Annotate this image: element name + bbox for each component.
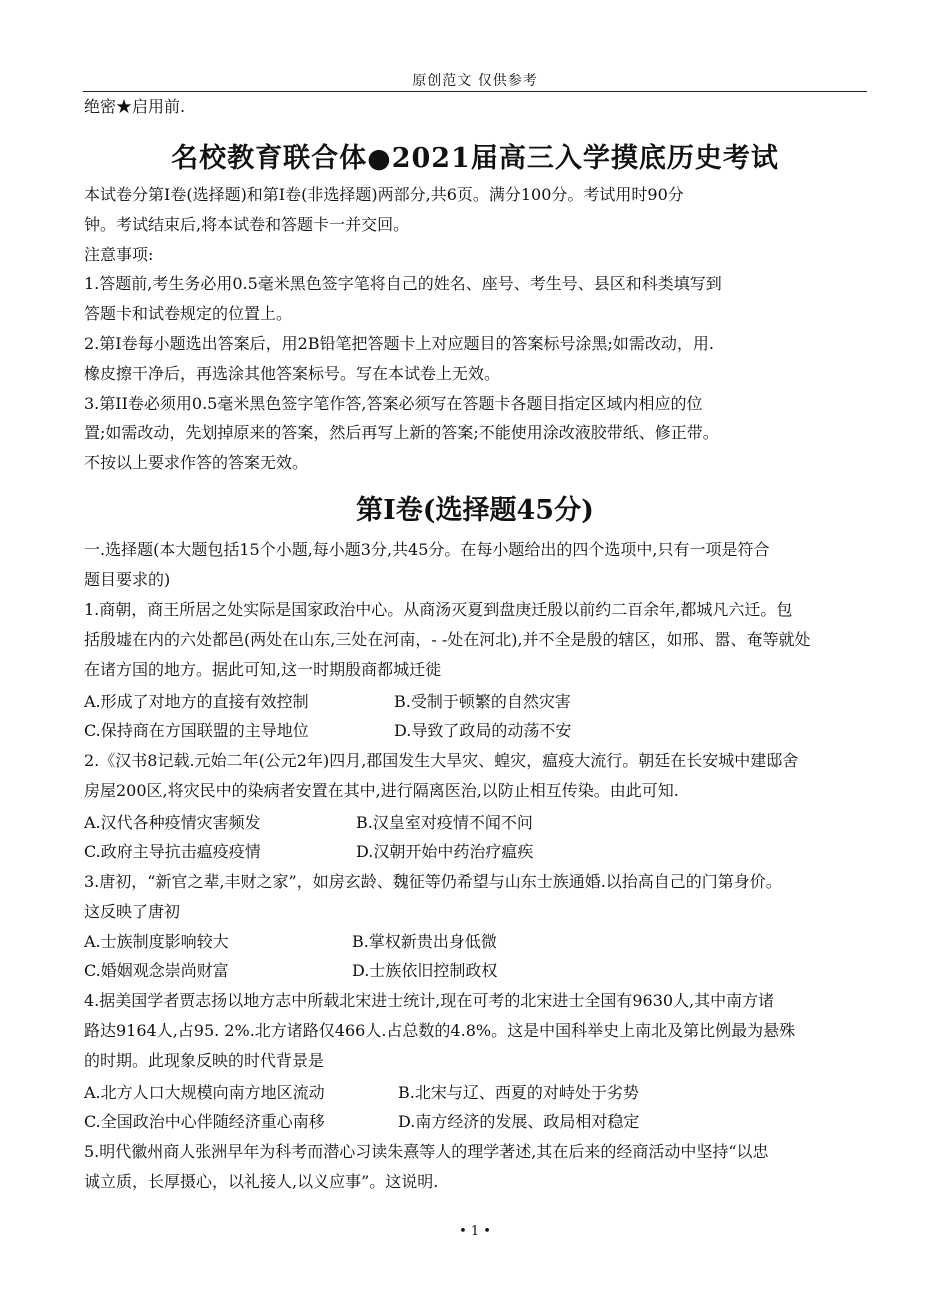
page-header: 原创范文 仅供参考: [412, 73, 538, 89]
question-1-option-a: A.形成了对地方的直接有效控制: [84, 692, 309, 711]
section-title: 第I卷(选择题45分): [356, 495, 594, 526]
section-intro-line: 一.选择题(本大题包括15个小题,每小题3分,共45分。在每小题给出的四个选项中,只有一项是符合: [84, 540, 770, 559]
confidential-mark: 绝密★启用前.: [84, 97, 186, 116]
question-5-line: 5.明代徽州商人张洲早年为科考而潜心习读朱熹等人的理学著述,其在后来的经商活动中坚持“以忠: [84, 1142, 769, 1161]
note-line: 置;如需改动，先划掉原来的答案，然后再写上新的答案;不能使用涂改液胶带纸、修正带。: [84, 423, 719, 442]
question-2-line: 房屋200区,将灾民中的染病者安置在其中,进行隔离医治,以防止相互传染。由此可知.: [84, 781, 679, 800]
question-1-line: 在诸方国的地方。据此可知,这一时期殷商都城迁徙: [84, 660, 442, 679]
question-4-option-d: D.南方经济的发展、政局相对稳定: [398, 1112, 640, 1131]
question-4-option-b: B.北宋与辽、西夏的对峙处于劣势: [398, 1083, 639, 1102]
section-intro-line: 题目要求的): [84, 570, 171, 589]
header-divider: [83, 91, 867, 92]
question-4-option-a: A.北方人口大规模向南方地区流动: [84, 1083, 325, 1102]
question-3-option-d: D.士族依旧控制政权: [352, 961, 498, 980]
question-1-line: 1.商朝，商王所居之处实际是国家政治中心。从商汤灭夏到盘庚迁殷以前约二百余年,都城凡六迁。包: [84, 600, 793, 619]
question-3-option-b: B.掌权新贵出身低微: [352, 932, 497, 951]
note-line: 答题卡和试卷规定的位置上。: [84, 304, 293, 323]
question-1-option-d: D.导致了政局的动荡不安: [394, 721, 572, 740]
question-2-option-b: B.汉皇室对疫情不闻不问: [356, 813, 533, 832]
note-line: 3.第II卷必须用0.5毫米黑色签字笔作答,答案必须写在答题卡各题目指定区域内相应的位: [84, 394, 703, 413]
intro-line: 钟。考试结束后,将本试卷和答题卡一并交回。: [84, 215, 410, 234]
note-line: 橡皮擦干净后，再选涂其他答案标号。写在本试卷上无效。: [84, 364, 501, 383]
note-line: 不按以上要求作答的答案无效。: [84, 453, 309, 472]
question-1-line: 括殷墟在内的六处都邑(两处在山东,三处在河南，- -处在河北),并不全是殷的辖区，如邢、嚣、奄等就处: [84, 630, 811, 649]
exam-title: 名校教育联合体●2021届高三入学摸底历史考试: [171, 143, 779, 174]
page-number: • 1 •: [459, 1224, 491, 1239]
question-5-line: 诚立质，长厚摄心，以礼接人,以义应事”。这说明.: [84, 1172, 439, 1191]
question-3-option-a: A.士族制度影响较大: [84, 932, 229, 951]
note-line: 1.答题前,考生务必用0.5毫米黑色签字笔将自己的姓名、座号、考生号、县区和科类填写到: [84, 274, 722, 293]
question-3-line: 这反映了唐初: [84, 902, 181, 921]
question-2-option-d: D.汉朝开始中药治疗瘟疾: [356, 842, 534, 861]
notes-heading: 注意事项:: [84, 245, 154, 264]
question-4-line: 路达9164人,占95. 2%.北方诸路仅466人.占总数的4.8%。这是中国科举史上南北及第比例最为悬殊: [84, 1021, 796, 1040]
intro-line: 本试卷分第I卷(选择题)和第I卷(非选择题)两部分,共6页。满分100分。考试用时90分: [84, 185, 684, 204]
note-line: 2.第I卷每小题选出答案后，用2B铅笔把答题卡上对应题目的答案标号涂黑;如需改动，用.: [84, 334, 715, 353]
question-1-option-b: B.受制于顿繁的自然灾害: [394, 692, 571, 711]
question-3-line: 3.唐初，“新官之辈,丰财之家”，如房玄龄、魏征等仍希望与山东士族通婚.以抬高自己的门第身价。: [84, 872, 782, 891]
question-4-line: 的时期。此现象反映的时代背景是: [84, 1051, 325, 1070]
question-2-line: 2.《汉书8记载.元始二年(公元2年)四月,郡国发生大旱灾、蝗灾，瘟疫大流行。朝廷在长安城中建邸舍: [84, 751, 799, 770]
question-3-option-c: C.婚姻观念崇尚财富: [84, 961, 229, 980]
question-2-option-c: C.政府主导抗击瘟疫疫情: [84, 842, 261, 861]
question-4-option-c: C.全国政治中心伴随经济重心南移: [84, 1112, 325, 1131]
question-2-option-a: A.汉代各种疫情灾害频发: [84, 813, 261, 832]
question-1-option-c: C.保持商在方国联盟的主导地位: [84, 721, 309, 740]
question-4-line: 4.据美国学者贾志扬以地方志中所载北宋进士统计,现在可考的北宋进士全国有9630人,其中南方诸: [84, 991, 775, 1010]
